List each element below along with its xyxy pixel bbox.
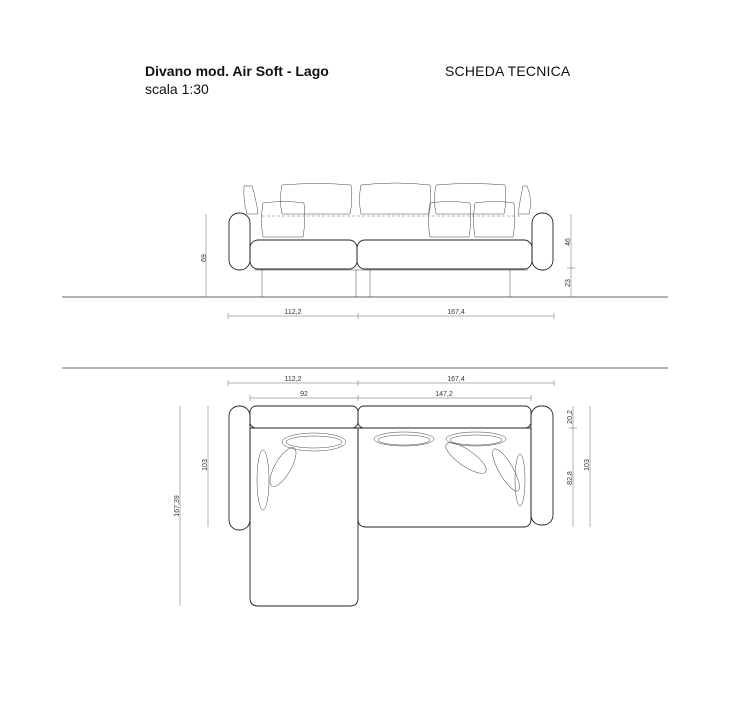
seat-cushion-left — [250, 240, 357, 269]
plan-left-armrest — [229, 406, 250, 530]
dimension-depth-right: 103 — [584, 459, 591, 471]
plan-view — [174, 376, 591, 606]
dimension-seat-right: 147,2 — [435, 391, 453, 398]
seat-cushion-right — [357, 240, 532, 269]
plan-right-backrest — [358, 406, 531, 428]
plan-left-backrest — [250, 406, 358, 428]
dimension-depth-seat: 82,8 — [567, 471, 574, 485]
dimension-depth-back: 20,2 — [567, 410, 574, 424]
dimension-width-left-front: 112,2 — [284, 309, 302, 316]
dimension-seat-left: 92 — [300, 391, 308, 398]
dimension-height-total: 69 — [201, 254, 208, 262]
back-cushions — [244, 183, 531, 237]
dimension-width-right-plan: 167,4 — [447, 376, 465, 383]
plan-right-armrest — [531, 406, 553, 525]
dimension-depth-chaise: 167,39 — [174, 495, 181, 517]
drawing-scale: scala 1:30 — [145, 81, 209, 97]
dimension-seat-to-top: 46 — [565, 238, 572, 246]
dimension-width-left-plan: 112,2 — [284, 376, 302, 383]
plan-right-seat — [358, 428, 531, 527]
dimension-width-right-front: 167,4 — [447, 309, 465, 316]
drawing-title: Divano mod. Air Soft - Lago — [145, 63, 329, 79]
dimension-leg-height: 23 — [565, 279, 572, 287]
left-armrest — [229, 213, 250, 270]
front-view — [62, 183, 668, 319]
sofa-legs — [262, 270, 510, 297]
right-armrest — [532, 213, 553, 270]
plan-pillows — [257, 432, 525, 510]
document-type: SCHEDA TECNICA — [445, 63, 571, 79]
dimension-depth-left: 103 — [202, 459, 209, 471]
